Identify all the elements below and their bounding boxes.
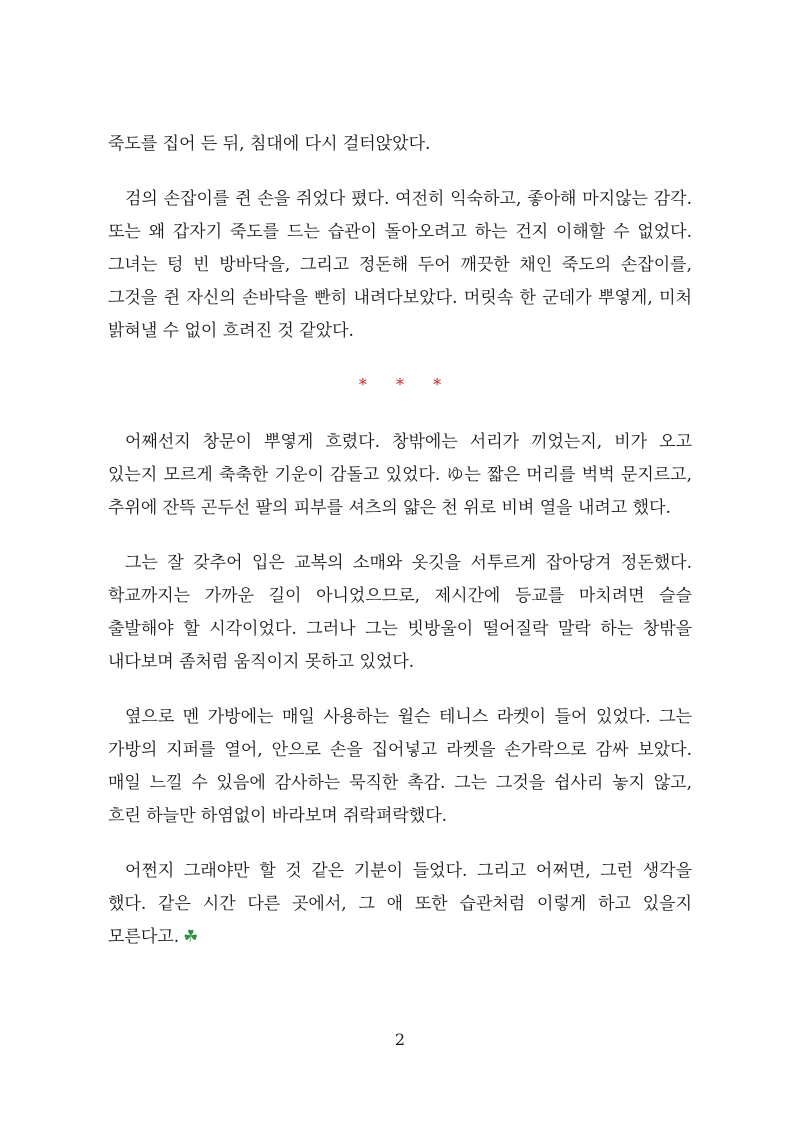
paragraph-4: 그는 잘 갖추어 입은 교복의 소매와 옷깃을 서투르게 잡아당겨 정돈했다. 학교까지는 가까운 길이 아니었으므로, 제시간에 등교를 마치려면 슬슬 출발해야 할 시각이었다. 그러나 그는 빗방울이 떨어질락 말락 하는 창밖을 내다보며 좀처럼 움직이지 못하고 있었다. (108, 553, 692, 672)
document-body (108, 128, 692, 976)
paragraph-5: 옆으로 멘 가방에는 매일 사용하는 윌슨 테니스 라켓이 들어 있었다. 그는 가방의 지퍼를 열어, 안으로 손을 집어넣고 라켓을 손가락으로 감싸 보았다. 매일 느낄 수 있음에 감사하는 묵직한 촉감. 그는 그것을 쉽사리 놓지 않고, 흐린 하늘만 하염없이 바라보며 쥐락펴락했다. (108, 707, 692, 826)
paragraph-3: 어째선지 창문이 뿌옇게 흐렸다. 창밖에는 서리가 끼었는지, 비가 오고 있는지 모르게 축축한 기운이 감돌고 있었다. ゆ는 짧은 머리를 벅벅 문지르고, 추위에 잔뜩 곤두선 팔의 피부를 셔츠의 얇은 천 위로 비벼 열을 내려고 했다. (108, 432, 692, 518)
clover-icon: ☘ (183, 927, 199, 947)
paragraph-1: 죽도를 집어 든 뒤, 침대에 다시 걸터앉았다. (108, 134, 431, 154)
paragraph-6-text: 어쩐지 그래야만 할 것 같은 기분이 들었다. 그리고 어쩌면, 그런 생각을 했다. 같은 시간 다른 곳에서, 그 애 또한 습관처럼 이렇게 하고 있을지 모른다고. (108, 861, 692, 947)
paragraph-6 (108, 855, 692, 954)
section-separator: * * * (358, 375, 454, 394)
page-number: 2 (394, 1030, 406, 1049)
paragraph-2: 검의 손잡이를 쥔 손을 쥐었다 폈다. 여전히 익숙하고, 좋아해 마지않는 감각. 또는 왜 갑자기 죽도를 드는 습관이 돌아오려고 하는 건지 이해할 수 없었다. 그녀는 텅 빈 방바닥을, 그리고 정돈해 두어 깨끗한 채인 죽도의 손잡이를, 그것을 쥔 자신의 손바닥을 빤히 내려다보았다. 머릿속 한 군데가 뿌옇게, 미처 밝혀낼 수 없이 흐려진 것 같았다. (108, 189, 692, 341)
